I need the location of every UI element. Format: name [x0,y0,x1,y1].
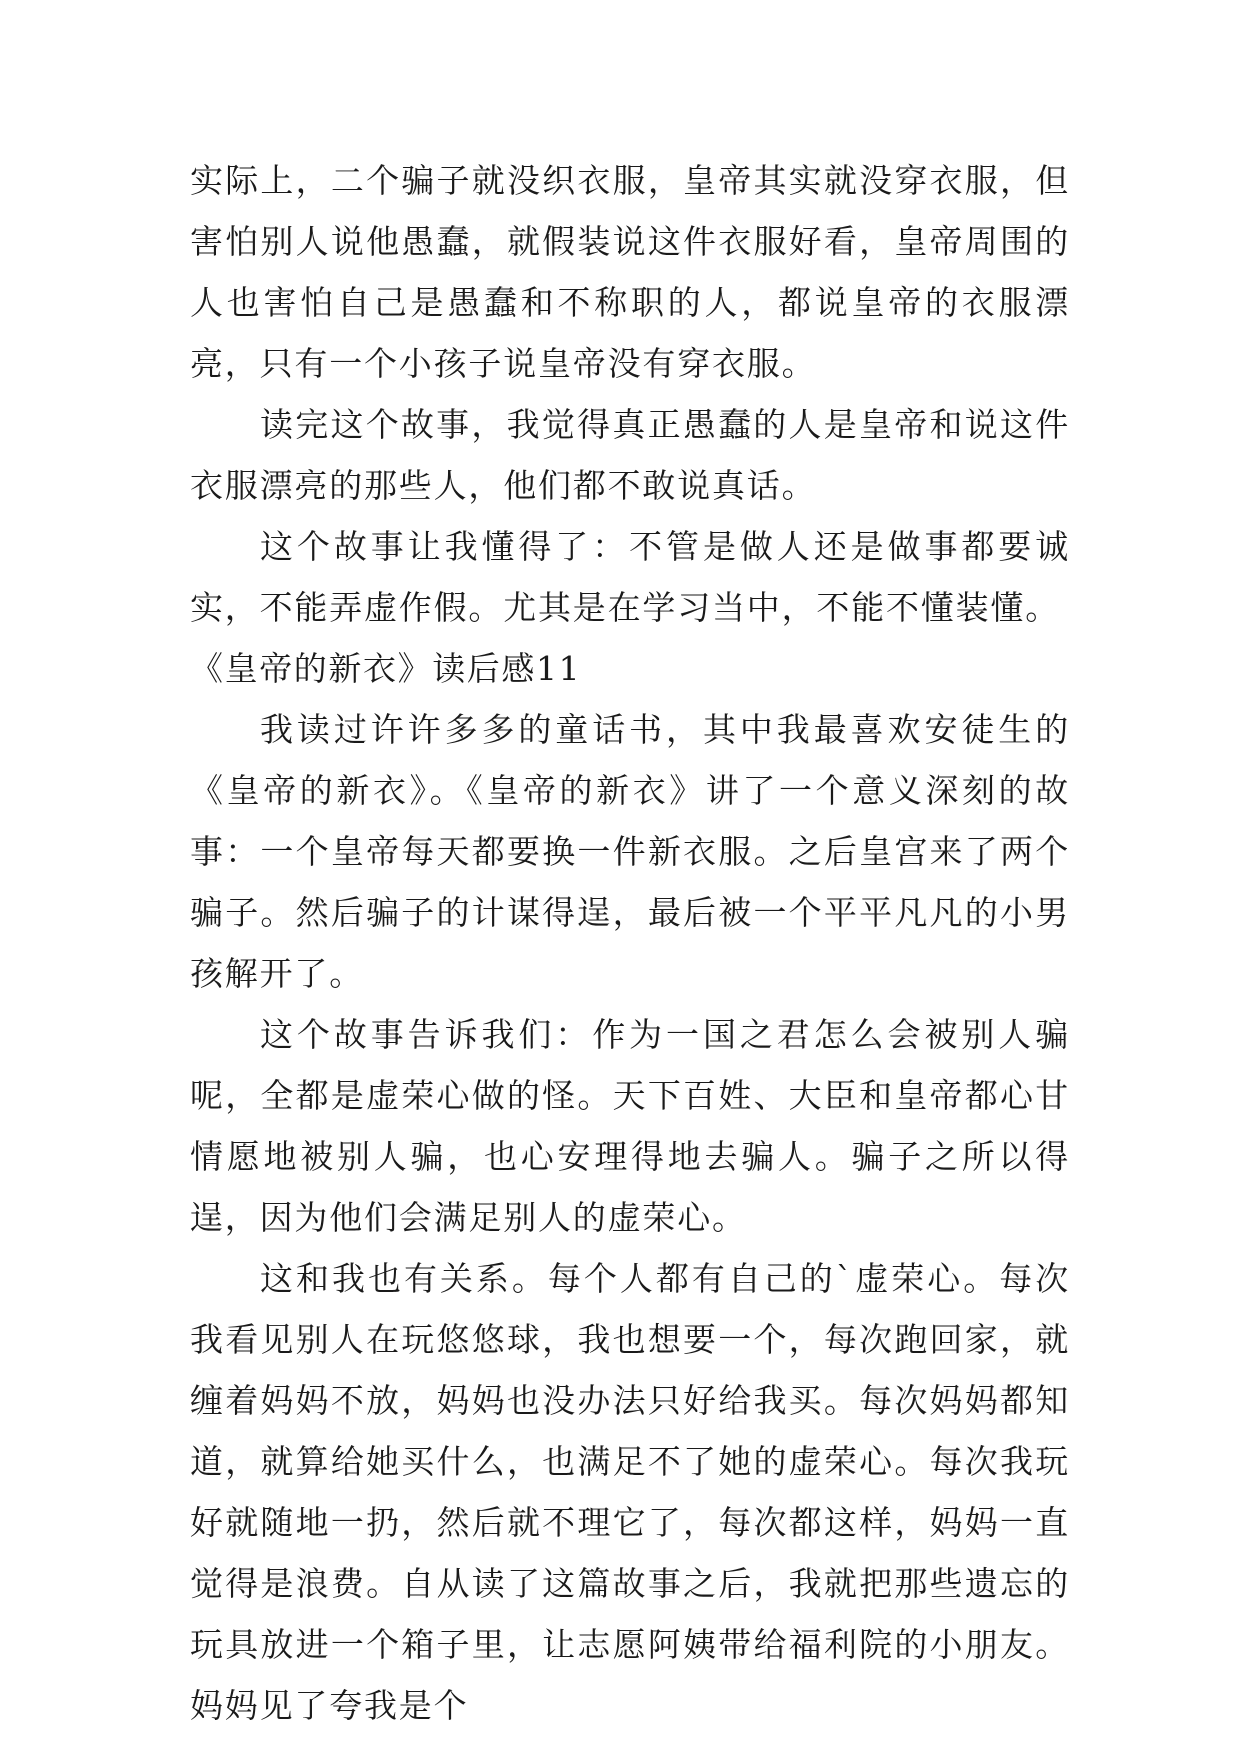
paragraph-4: 我读过许许多多的童话书，其中我最喜欢安徒生的《皇帝的新衣》。《皇帝的新衣》讲了一个意义深刻的故事：一个皇帝每天都要换一件新衣服。之后皇宫来了两个骗子。然后骗子的计谋得逞，最后被一个平平凡凡的小男孩解开了。 [190,710,1070,993]
paragraph-1: 实际上，二个骗子就没织衣服，皇帝其实就没穿衣服，但害怕别人说他愚蠢，就假装说这件衣服好看，皇帝周围的人也害怕自己是愚蠢和不称职的人，都说皇帝的衣服漂亮，只有一个小孩子说皇帝没有穿衣服。 [190,161,1070,383]
paragraph-5: 这个故事告诉我们：作为一国之君怎么会被别人骗呢，全都是虚荣心做的怪。天下百姓、大臣和皇帝都心甘情愿地被别人骗，也心安理得地去骗人。骗子之所以得逞，因为他们会满足别人的虚荣心。 [190,1015,1070,1237]
paragraph-6: 这和我也有关系。每个人都有自己的`虚荣心。每次我看见别人在玩悠悠球，我也想要一个，每次跑回家，就缠着妈妈不放，妈妈也没办法只好给我买。每次妈妈都知道，就算给她买什么，也满足不了她的虚荣心。每次我玩好就随地一扔，然后就不理它了，每次都这样，妈妈一直觉得是浪费。自从读了这篇故事之后，我就把那些遗忘的玩具放进一个箱子里，让志愿阿姨带给福利院的小朋友。妈妈见了夸我是个 [190,1259,1070,1725]
paragraph-2: 读完这个故事，我觉得真正愚蠢的人是皇帝和说这件衣服漂亮的那些人，他们都不敢说真话。 [190,405,1070,505]
paragraph-3: 这个故事让我懂得了：不管是做人还是做事都要诚实，不能弄虚作假。尤其是在学习当中，不能不懂装懂。 [190,527,1070,627]
section-heading: 《皇帝的新衣》读后感11 [190,649,582,688]
document-page [190,150,1070,1736]
